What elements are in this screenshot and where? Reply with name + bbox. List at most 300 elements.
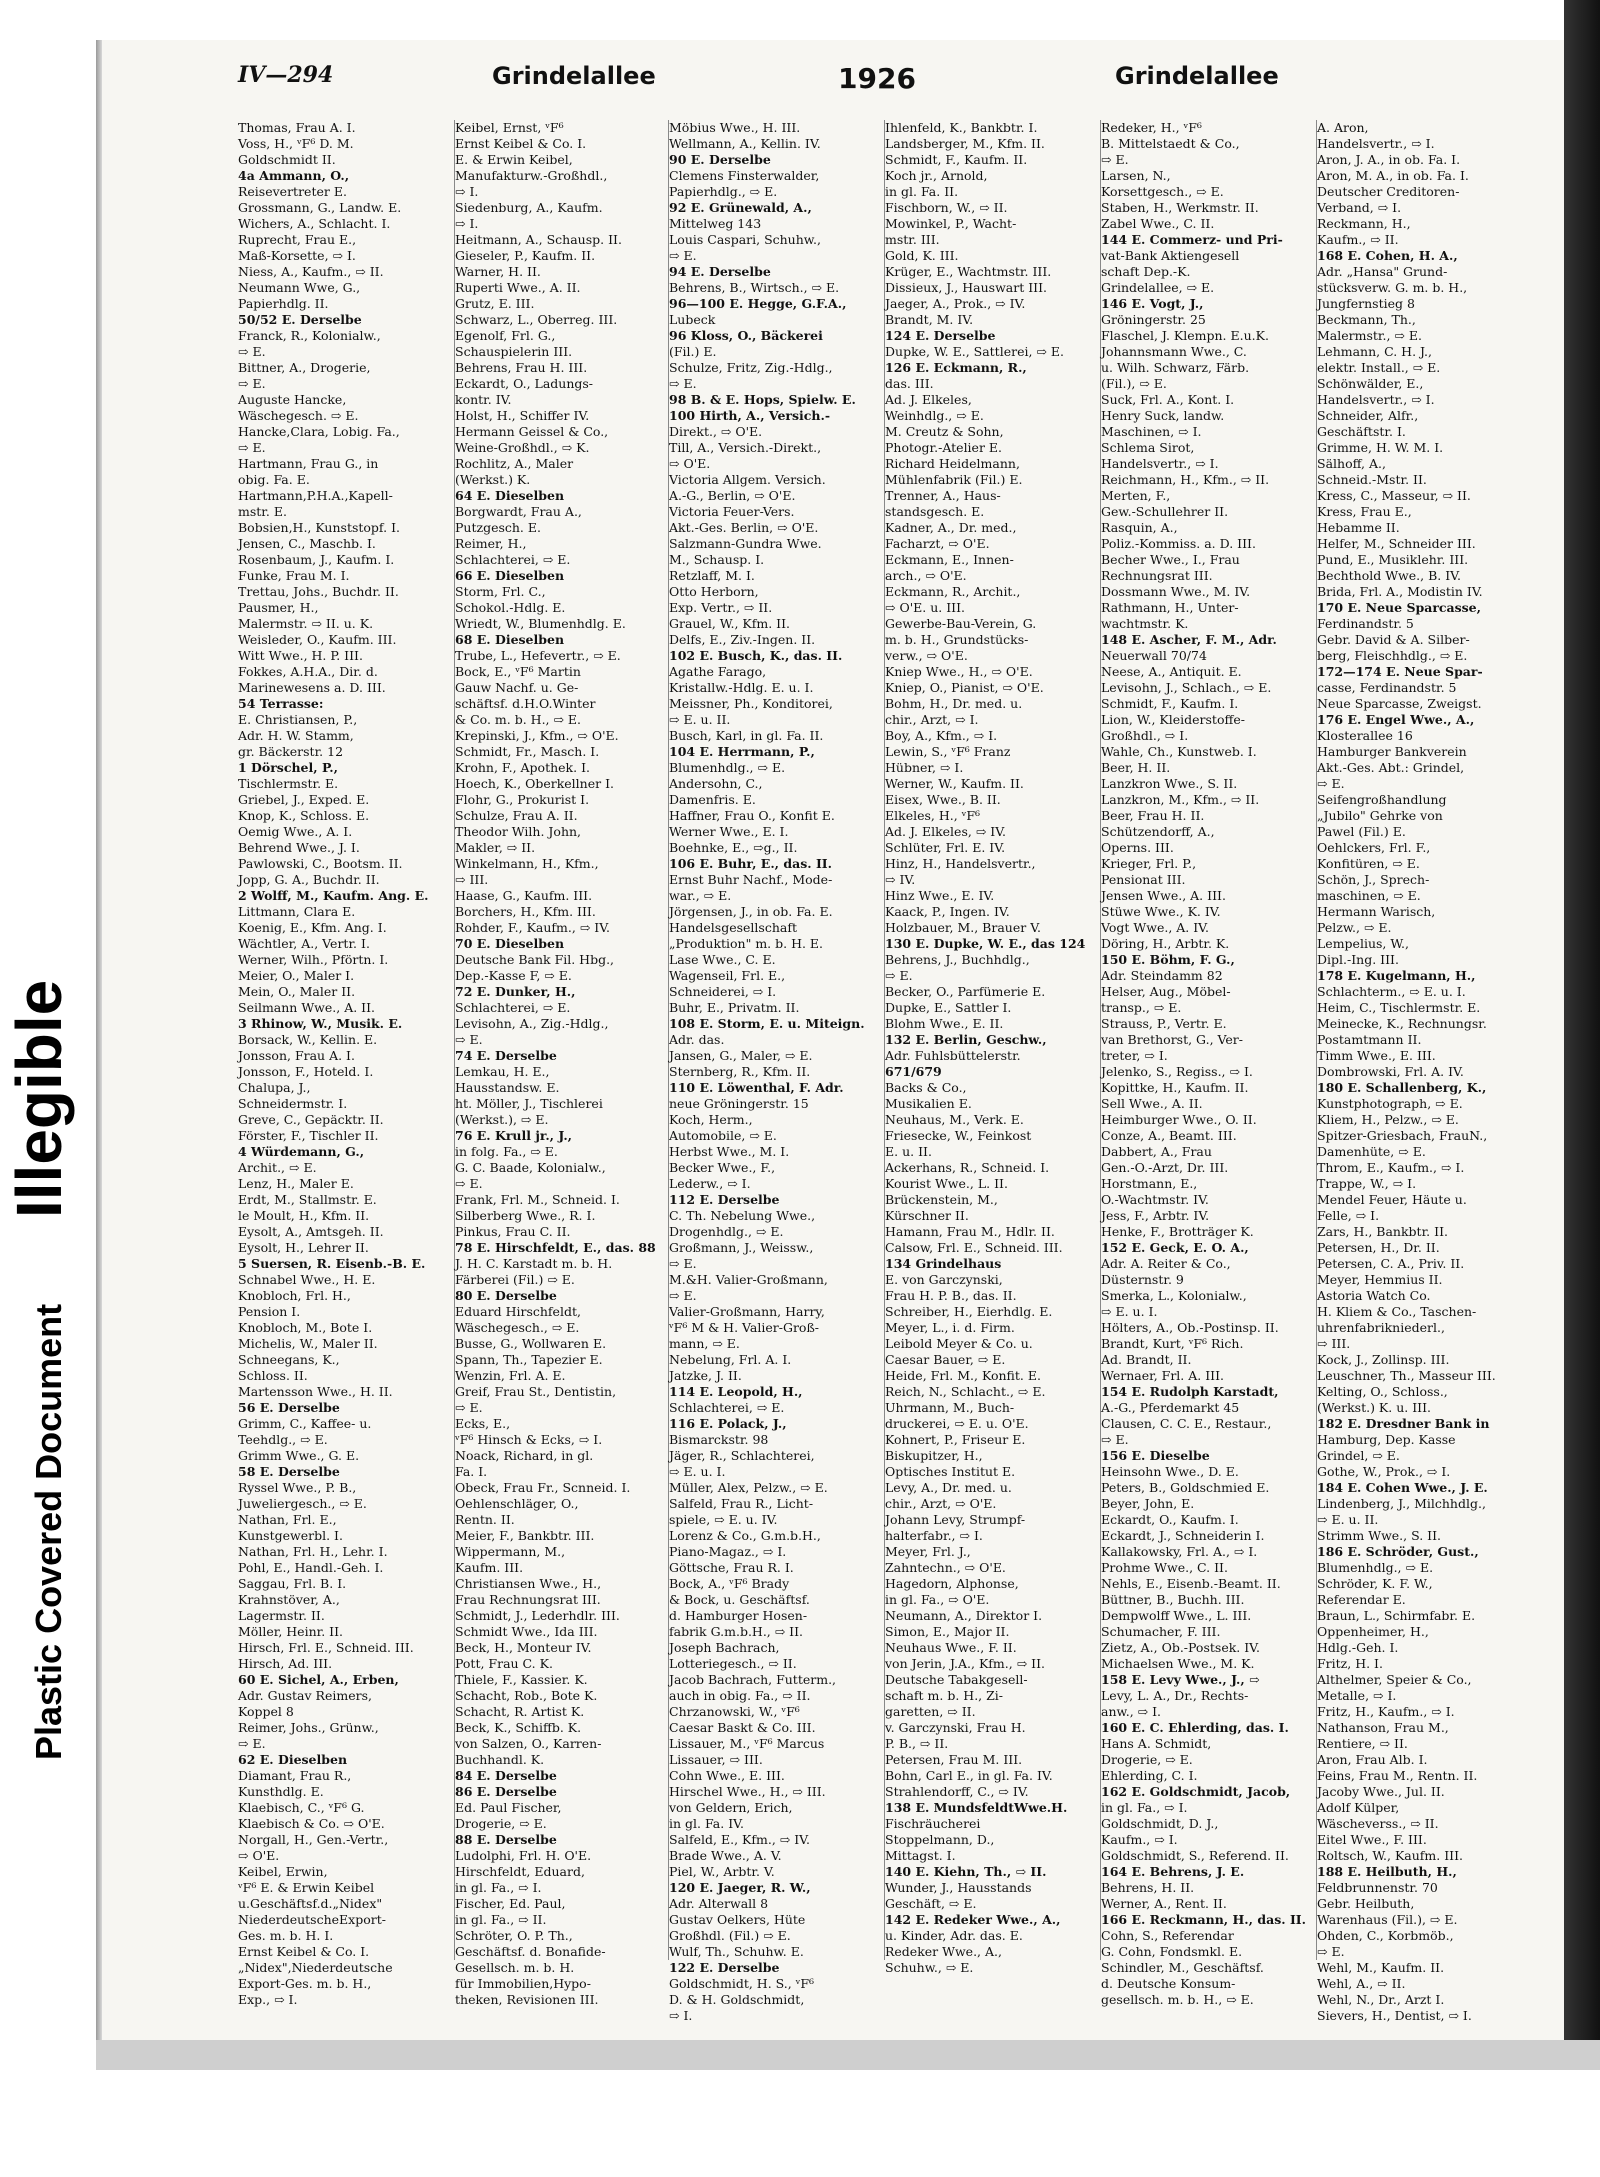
directory-entry: Schmidt, F., Kaufm. II. xyxy=(885,152,1028,167)
directory-entry: Wenzin, Frl. A. E. xyxy=(455,1368,566,1383)
directory-entry: Behrens, J., Buchhdlg., xyxy=(885,952,1030,967)
directory-entry: Döring, H., Arbtr. K. xyxy=(1101,936,1230,951)
directory-entry: Drogenhdlg., ⇨ E. xyxy=(669,1224,784,1239)
directory-entry: Dabbert, A., Frau xyxy=(1101,1144,1212,1159)
directory-entry: 162 E. Goldschmidt, Jacob, xyxy=(1101,1784,1291,1799)
directory-entry: Behrens, Frau H. III. xyxy=(455,360,588,375)
directory-entry: Biskupitzer, H., xyxy=(885,1448,983,1463)
directory-entry: m. b. H., Grundstücks- xyxy=(885,632,1029,647)
directory-entry: Malermstr. ⇨ II. u. K. xyxy=(238,616,374,631)
directory-entry: Goldschmidt, D. J., xyxy=(1101,1816,1219,1831)
directory-entry: 124 E. Derselbe xyxy=(885,328,996,343)
directory-entry: Strimm Wwe., S. II. xyxy=(1317,1528,1442,1543)
directory-entry: Ohden, C., Korbmöb., xyxy=(1317,1928,1454,1943)
directory-entry: Hamann, Frau M., Hdlr. II. xyxy=(885,1224,1055,1239)
directory-entry: ⇨ O'E. xyxy=(669,456,711,471)
directory-entry: Wehl, M., Kaufm. II. xyxy=(1317,1960,1445,1975)
directory-entry: Trenner, A., Haus- xyxy=(885,488,1001,503)
directory-entry: Gew.-Schullehrer II. xyxy=(1101,504,1229,519)
directory-entry: 90 E. Derselbe xyxy=(669,152,771,167)
directory-entry: Hdlg.-Geh. I. xyxy=(1317,1640,1399,1655)
directory-entry: Poliz.-Kommiss. a. D. III. xyxy=(1101,536,1256,551)
directory-entry: Reisevertreter E. xyxy=(238,184,347,199)
directory-entry: Strauss, P., Vertr. E. xyxy=(1101,1016,1227,1031)
directory-entry: 176 E. Engel Wwe., A., xyxy=(1317,712,1475,727)
directory-entry: Leibold Meyer & Co. u. xyxy=(885,1336,1033,1351)
directory-entry: Flaschel, J. Klempn. E.u.K. xyxy=(1101,328,1269,343)
directory-entry: Rosenbaum, J., Kaufm. I. xyxy=(238,552,395,567)
directory-entry: Gebr. David & A. Silber- xyxy=(1317,632,1470,647)
directory-entry: Merten, F., xyxy=(1101,488,1171,503)
directory-entry: Photogr.-Atelier E. xyxy=(885,440,1003,455)
directory-entry: Eckardt, O., Ladungs- xyxy=(455,376,594,391)
directory-entry: 158 E. Levy Wwe., J., ⇨ xyxy=(1101,1672,1260,1687)
directory-entry: Bismarckstr. 98 xyxy=(669,1432,769,1447)
directory-entry: Müller, Alex, Pelzw., ⇨ E. xyxy=(669,1480,828,1495)
directory-entry: Aron, M. A., in ob. Fa. I. xyxy=(1317,168,1469,183)
directory-entry: Lewin, S., ᵛF⁶ Franz xyxy=(885,744,1011,759)
directory-entry: Schulze, Frau A. II. xyxy=(455,808,578,823)
directory-entry: Gothe, W., Prok., ⇨ I. xyxy=(1317,1464,1451,1479)
directory-entry: 96 Kloss, O., Bäckerei xyxy=(669,328,823,343)
directory-entry: Schneider, Alfr., xyxy=(1317,408,1419,423)
directory-entry: Trappe, W., ⇨ I. xyxy=(1317,1176,1417,1191)
directory-entry: Gen.-O.-Arzt, Dr. III. xyxy=(1101,1160,1229,1175)
directory-entry: le Moult, H., Kfm. II. xyxy=(238,1208,370,1223)
year-heading: 1926 xyxy=(838,62,916,95)
directory-entry: Heinsohn Wwe., D. E. xyxy=(1101,1464,1239,1479)
directory-entry: Beer, Frau H. II. xyxy=(1101,808,1205,823)
directory-entry: Schauspielerin III. xyxy=(455,344,573,359)
directory-entry: Grimm Wwe., G. E. xyxy=(238,1448,360,1463)
directory-entry: 180 E. Schallenberg, K., xyxy=(1317,1080,1487,1095)
directory-entry: berg, Fleischhdlg., ⇨ E. xyxy=(1317,648,1468,663)
directory-entry: M., Schausp. I. xyxy=(669,552,765,567)
directory-entry: Neese, A., Antiquit. E. xyxy=(1101,664,1242,679)
directory-entry: Dempwolff Wwe., L. III. xyxy=(1101,1608,1252,1623)
directory-entry: Möller, Heinr. II. xyxy=(238,1624,344,1639)
directory-entry: Lagermstr. II. xyxy=(238,1608,325,1623)
directory-entry: Hirschel Wwe., H., ⇨ III. xyxy=(669,1784,826,1799)
directory-entry: v. Garczynski, Frau H. xyxy=(885,1720,1026,1735)
directory-entry: (Werkst.) K. u. III. xyxy=(1317,1400,1431,1415)
directory-entry: Metalle, ⇨ I. xyxy=(1317,1688,1397,1703)
directory-entry: (Werkst.) K. xyxy=(455,472,531,487)
directory-entry: Chalupa, J., xyxy=(238,1080,311,1095)
directory-entry: Ruperti Wwe., A. II. xyxy=(455,280,581,295)
directory-entry: in gl. Fa., ⇨ II. xyxy=(455,1912,547,1927)
directory-entry: Hermann Warisch, xyxy=(1317,904,1436,919)
directory-entry: Nathan, Frl. E., xyxy=(238,1512,337,1527)
directory-entry: Heide, Frl. M., Konfit. E. xyxy=(885,1368,1041,1383)
directory-entry: Oemig Wwe., A. I. xyxy=(238,824,353,839)
directory-entry: 62 E. Dieselben xyxy=(238,1752,348,1767)
directory-entry: Borchers, H., Kfm. III. xyxy=(455,904,596,919)
directory-entry: Schwarz, L., Oberreg. III. xyxy=(455,312,618,327)
directory-entry: Koenig, E., Kfm. Ang. I. xyxy=(238,920,387,935)
directory-entry: 132 E. Berlin, Geschw., xyxy=(885,1032,1047,1047)
directory-entry: Behrend Wwe., J. I. xyxy=(238,840,360,855)
directory-entry: 78 E. Hirschfeldt, E., das. 88 xyxy=(455,1240,656,1255)
directory-entry: Ad. J. Elkeles, xyxy=(885,392,972,407)
directory-entry: Gustav Oelkers, Hüte xyxy=(669,1912,806,1927)
directory-entry: Kelting, O., Schloss., xyxy=(1317,1384,1448,1399)
directory-entry: Knobloch, Frl. H., xyxy=(238,1288,351,1303)
directory-entry: Schnabel Wwe., H. E. xyxy=(238,1272,376,1287)
directory-entry: Adr. „Hansa" Grund- xyxy=(1317,264,1448,279)
directory-entry: Neuerwall 70/74 xyxy=(1101,648,1207,663)
directory-entry: Frank, Frl. M., Schneid. I. xyxy=(455,1192,620,1207)
directory-entry: Weinhdlg., ⇨ E. xyxy=(885,408,984,423)
directory-entry: Borsack, W., Kellin. E. xyxy=(238,1032,378,1047)
directory-entry: verw., ⇨ O'E. xyxy=(885,648,968,663)
directory-entry: von Salzen, O., Karren- xyxy=(455,1736,602,1751)
directory-entry: Hebamme II. xyxy=(1317,520,1400,535)
directory-entry: arch., ⇨ O'E. xyxy=(885,568,967,583)
directory-entry: ⇨ E. xyxy=(885,968,913,983)
directory-entry: Lanzkron Wwe., S. II. xyxy=(1101,776,1238,791)
directory-entry: Mühlenfabrik (Fil.) E. xyxy=(885,472,1023,487)
directory-entry: das. III. xyxy=(885,376,934,391)
directory-entry: Aron, J. A., in ob. Fa. I. xyxy=(1317,152,1461,167)
directory-entry: 112 E. Derselbe xyxy=(669,1192,780,1207)
directory-entry: Schulze, Fritz, Zig.-Hdlg., xyxy=(669,360,833,375)
directory-entry: Obeck, Frau Fr., Scnneid. I. xyxy=(455,1480,631,1495)
directory-entry: Werner, W., Kaufm. II. xyxy=(885,776,1024,791)
directory-entry: Förster, F., Tischler II. xyxy=(238,1128,379,1143)
directory-entry: Christiansen Wwe., H., xyxy=(455,1576,602,1591)
directory-entry: Wehl, N., Dr., Arzt I. xyxy=(1317,1992,1445,2007)
directory-entry: Redeker Wwe., A., xyxy=(885,1944,1002,1959)
directory-entry: Rohder, F., Kaufm., ⇨ IV. xyxy=(455,920,611,935)
directory-entry: Calsow, Frl. E., Schneid. III. xyxy=(885,1240,1063,1255)
directory-entry: Brida, Frl. A., Modistin IV. xyxy=(1317,584,1483,599)
directory-entry: Tischlermstr. E. xyxy=(238,776,339,791)
directory-entry: Postamtmann II. xyxy=(1317,1032,1422,1047)
directory-entry: Hirsch, Frl. E., Schneid. III. xyxy=(238,1640,414,1655)
directory-entry: 150 E. Böhm, F. G., xyxy=(1101,952,1235,967)
directory-entry: ⇨ I. xyxy=(669,2008,693,2023)
directory-entry: Beyer, John, E. xyxy=(1101,1496,1195,1511)
directory-entry: Gauw Nachf. u. Ge- xyxy=(455,680,579,695)
directory-entry: E. von Garczynski, xyxy=(885,1272,1003,1287)
directory-entry: mann, ⇨ E. xyxy=(669,1336,740,1351)
directory-entry: Oehlckers, Frl. F., xyxy=(1317,840,1431,855)
directory-entry: Frau Rechnungsrat III. xyxy=(455,1592,601,1607)
directory-entry: Rentn. II. xyxy=(455,1512,515,1527)
directory-entry: Mittagst. I. xyxy=(885,1848,956,1863)
directory-entry: ᵛF⁶ E. & Erwin Keibel xyxy=(238,1880,375,1895)
directory-entry: 144 E. Commerz- und Pri- xyxy=(1101,232,1283,247)
street-heading-left: Grindelallee xyxy=(492,62,656,90)
directory-entry: treter, ⇨ I. xyxy=(1101,1048,1168,1063)
directory-entry: Wulf, Th., Schuhw. E. xyxy=(669,1944,804,1959)
directory-entry: Kunstgewerbl. I. xyxy=(238,1528,343,1543)
directory-entry: Ehlerding, C. I. xyxy=(1101,1768,1198,1783)
column-4 xyxy=(884,120,1086,1975)
directory-entry: Hartmann, Frau G., in xyxy=(238,456,379,471)
directory-entry: Petersen, C. A., Priv. II. xyxy=(1317,1256,1465,1271)
directory-entry: Musikalien E. xyxy=(885,1096,972,1111)
directory-entry: elektr. Install., ⇨ E. xyxy=(1317,360,1441,375)
directory-entry: Smerka, L., Kolonialw., xyxy=(1101,1288,1247,1303)
directory-entry: Becker, O., Parfümerie E. xyxy=(885,984,1046,999)
directory-entry: Michaelsen Wwe., M. K. xyxy=(1101,1656,1255,1671)
directory-entry: Adr. A. Reiter & Co., xyxy=(1101,1256,1231,1271)
directory-entry: Salzmann-Gundra Wwe. xyxy=(669,536,822,551)
directory-entry: 66 E. Dieselben xyxy=(455,568,565,583)
directory-entry: Neuhaus, M., Verk. E. xyxy=(885,1112,1024,1127)
directory-entry: ⇨ E. xyxy=(238,1736,266,1751)
directory-entry: ⇨ E. xyxy=(238,376,266,391)
directory-entry: Brade Wwe., A. V. xyxy=(669,1848,782,1863)
directory-entry: Ernst Keibel & Co. I. xyxy=(238,1944,370,1959)
directory-entry: Schönwälder, E., xyxy=(1317,376,1424,391)
directory-entry: Werner Wwe., E. I. xyxy=(669,824,789,839)
directory-entry: Hinz, H., Handelsvertr., xyxy=(885,856,1036,871)
directory-entry: 164 E. Behrens, J. E. xyxy=(1101,1864,1245,1879)
directory-entry: Klaebisch & Co. ⇨ O'E. xyxy=(238,1816,385,1831)
directory-entry: uhrenfabrikniederl., xyxy=(1317,1320,1445,1335)
directory-entry: Jacoby Wwe., Jul. II. xyxy=(1317,1784,1445,1799)
directory-entry: Sternberg, R., Kfm. II. xyxy=(669,1064,811,1079)
directory-entry: „Produktion" m. b. H. E. xyxy=(669,936,824,951)
directory-entry: Frau H. P. B., das. II. xyxy=(885,1288,1017,1303)
directory-entry: Kliem, H., Pelzw., ⇨ E. xyxy=(1317,1112,1459,1127)
directory-entry: Braun, L., Schirmfabr. E. xyxy=(1317,1608,1476,1623)
directory-entry: Bock, E., ᵛF⁶ Martin xyxy=(455,664,581,679)
directory-entry: kontr. IV. xyxy=(455,392,512,407)
directory-entry: Kunstphotograph, ⇨ E. xyxy=(1317,1096,1463,1111)
plastic-covered-label: Plastic Covered Document xyxy=(28,1303,69,1760)
directory-entry: Levisohn, J., Schlach., ⇨ E. xyxy=(1101,680,1272,695)
directory-entry: Akt.-Ges. Berlin, ⇨ O'E. xyxy=(669,520,819,535)
directory-entry: ⇨ E. xyxy=(455,1032,483,1047)
directory-entry: Retzlaff, M. I. xyxy=(669,568,755,583)
directory-entry: 76 E. Krull jr., J., xyxy=(455,1128,573,1143)
directory-columns xyxy=(238,120,1538,2023)
directory-entry: Caesar Bauer, ⇨ E. xyxy=(885,1352,1006,1367)
directory-entry: Büttner, B., Buchh. III. xyxy=(1101,1592,1245,1607)
directory-entry: Adr. das. xyxy=(669,1032,725,1047)
directory-entry: Louis Caspari, Schuhw., xyxy=(669,232,821,247)
directory-entry: 5 Suersen, R. Eisenb.-B. E. xyxy=(238,1256,426,1271)
directory-entry: Maß-Korsette, ⇨ I. xyxy=(238,248,356,263)
directory-entry: Littmann, Clara E. xyxy=(238,904,356,919)
directory-entry: 172—174 E. Neue Spar- xyxy=(1317,664,1483,679)
directory-entry: Jörgensen, J., in ob. Fa. E. xyxy=(669,904,833,919)
directory-entry: Mowinkel, P., Wacht- xyxy=(885,216,1017,231)
directory-entry: Gold, K. III. xyxy=(885,248,959,263)
directory-entry: in gl. Fa. II. xyxy=(885,184,959,199)
directory-entry: van Brethorst, G., Ver- xyxy=(1101,1032,1243,1047)
directory-entry: Blumenhdlg., ⇨ E. xyxy=(1317,1560,1434,1575)
directory-entry: Siedenburg, A., Kaufm. xyxy=(455,200,603,215)
column-5 xyxy=(1100,120,1306,2007)
directory-entry: Goldschmidt, H. S., ᵛF⁶ xyxy=(669,1976,815,1991)
directory-entry: 170 E. Neue Sparcasse, xyxy=(1317,600,1481,615)
directory-entry: ⇨ E. xyxy=(455,1400,483,1415)
directory-entry: 140 E. Kiehn, Th., ⇨ II. xyxy=(885,1864,1047,1879)
directory-entry: Otto Herborn, xyxy=(669,584,759,599)
directory-entry: für Immobilien,Hypo- xyxy=(455,1976,591,1991)
directory-entry: Wichers, A., Schlacht. I. xyxy=(238,216,391,231)
directory-entry: 168 E. Cohen, H. A., xyxy=(1317,248,1458,263)
directory-entry: Adr. Gustav Reimers, xyxy=(238,1688,372,1703)
directory-entry: ⇨ I. xyxy=(455,184,479,199)
directory-entry: Konfitüren, ⇨ E. xyxy=(1317,856,1420,871)
directory-entry: 80 E. Derselbe xyxy=(455,1288,557,1303)
directory-entry: Gieseler, P., Kaufm. II. xyxy=(455,248,596,263)
directory-entry: 166 E. Reckmann, H., das. II. xyxy=(1101,1912,1306,1927)
directory-entry: Meier, O., Maler I. xyxy=(238,968,355,983)
directory-entry: halterfabr., ⇨ I. xyxy=(885,1528,983,1543)
directory-entry: E. Christiansen, P., xyxy=(238,712,358,727)
directory-entry: standsgesch. E. xyxy=(885,504,985,519)
directory-entry: Lindenberg, J., Milchhdlg., xyxy=(1317,1496,1486,1511)
directory-entry: Bittner, A., Drogerie, xyxy=(238,360,371,375)
directory-entry: Eckmann, E., Innen- xyxy=(885,552,1014,567)
directory-entry: Schlachterei, ⇨ E. xyxy=(455,1000,571,1015)
directory-entry: Korsettgesch., ⇨ E. xyxy=(1101,184,1224,199)
directory-entry: 100 Hirth, A., Versich.- xyxy=(669,408,831,423)
directory-entry: transp., ⇨ E. xyxy=(1101,1000,1182,1015)
directory-entry: Schützendorff, A., xyxy=(1101,824,1215,839)
directory-entry: Schlema Sirot, xyxy=(1101,440,1195,455)
directory-entry: Busse, G., Wollwaren E. xyxy=(455,1336,607,1351)
directory-entry: d. Hamburger Hosen- xyxy=(669,1608,808,1623)
directory-entry: Grimme, H. W. M. I. xyxy=(1317,440,1444,455)
directory-entry: Agathe Farago, xyxy=(669,664,767,679)
column-2 xyxy=(454,120,656,2007)
directory-entry: Eysolt, H., Lehrer II. xyxy=(238,1240,369,1255)
directory-entry: 116 E. Polack, J., xyxy=(669,1416,787,1431)
directory-entry: Wäscheverss., ⇨ II. xyxy=(1317,1816,1439,1831)
directory-entry: Gewerbe-Bau-Verein, G. xyxy=(885,616,1037,631)
directory-entry: Schlachterei, ⇨ E. xyxy=(455,552,571,567)
directory-entry: Juweliergesch., ⇨ E. xyxy=(238,1496,367,1511)
column-1 xyxy=(238,120,436,2007)
directory-entry: Möbius Wwe., H. III. xyxy=(669,120,801,135)
directory-entry: Seifengroßhandlung xyxy=(1317,792,1447,807)
directory-entry: Rochlitz, A., Maler xyxy=(455,456,574,471)
directory-entry: Lubeck xyxy=(669,312,716,327)
directory-entry: Göttsche, Frau R. I. xyxy=(669,1560,794,1575)
directory-entry: Krahnstöver, A., xyxy=(238,1592,340,1607)
directory-entry: Schön, J., Sprech- xyxy=(1317,872,1430,887)
directory-entry: Dossmann Wwe., M. IV. xyxy=(1101,584,1251,599)
directory-entry: 96—100 E. Hegge, G.F.A., xyxy=(669,296,847,311)
directory-entry: Felle, ⇨ I. xyxy=(1317,1208,1380,1223)
directory-entry: Zietz, A., Ob.-Postsek. IV. xyxy=(1101,1640,1260,1655)
directory-entry: Facharzt, ⇨ O'E. xyxy=(885,536,990,551)
directory-entry: Fritz, H. I. xyxy=(1317,1656,1383,1671)
directory-entry: Kopittke, H., Kaufm. II. xyxy=(1101,1080,1249,1095)
directory-entry: Neue Sparcasse, Zweigst. xyxy=(1317,696,1482,711)
directory-entry: Mendel Feuer, Häute u. xyxy=(1317,1192,1467,1207)
directory-entry: ⇨ E. xyxy=(1317,776,1345,791)
directory-entry: Leuschner, Th., Masseur III. xyxy=(1317,1368,1496,1383)
directory-entry: „Nidex",Niederdeutsche xyxy=(238,1960,393,1975)
directory-entry: vat-Bank Aktiengesell xyxy=(1101,248,1240,263)
directory-entry: Kaufm., ⇨ I. xyxy=(1101,1832,1178,1847)
directory-entry: Kadner, A., Dr. med., xyxy=(885,520,1017,535)
directory-entry: ⇨ E. xyxy=(238,440,266,455)
directory-entry: Helser, Aug., Möbel- xyxy=(1101,984,1231,999)
directory-entry: obig. Fa. E. xyxy=(238,472,310,487)
directory-entry: Johannsmann Wwe., C. xyxy=(1101,344,1247,359)
directory-entry: Clemens Finsterwalder, xyxy=(669,168,820,183)
directory-entry: Papierhdlg. II. xyxy=(238,296,329,311)
directory-entry: Hölters, A., Ob.-Postinsp. II. xyxy=(1101,1320,1279,1335)
directory-entry: Roltsch, W., Kaufm. III. xyxy=(1317,1848,1464,1863)
directory-entry: Voss, H., ᵛF⁶ D. M. xyxy=(238,136,354,151)
directory-entry: Timm Wwe., E. III. xyxy=(1317,1048,1436,1063)
directory-entry: Oppenheimer, H., xyxy=(1317,1624,1429,1639)
directory-entry: ᵛF⁶ Hinsch & Ecks, ⇨ I. xyxy=(455,1432,603,1447)
directory-entry: in gl. Fa., ⇨ I. xyxy=(1101,1800,1188,1815)
directory-entry: Handelsvertr., ⇨ I. xyxy=(1317,136,1435,151)
directory-entry: 160 E. C. Ehlerding, das. I. xyxy=(1101,1720,1289,1735)
directory-entry: Schokol.-Hdlg. E. xyxy=(455,600,566,615)
directory-entry: ⇨ E. u. I. xyxy=(1101,1304,1158,1319)
directory-entry: Papierhdlg., ⇨ E. xyxy=(669,184,778,199)
directory-entry: Werner, A., Rent. II. xyxy=(1101,1896,1227,1911)
directory-entry: Holzbauer, M., Brauer V. xyxy=(885,920,1042,935)
directory-entry: Althelmer, Speier & Co., xyxy=(1317,1672,1472,1687)
directory-entry: chir., Arzt, ⇨ O'E. xyxy=(885,1496,997,1511)
directory-entry: 4 Würdemann, G., xyxy=(238,1144,365,1159)
directory-entry: Schmidt Wwe., Ida III. xyxy=(455,1624,598,1639)
directory-entry: Lissauer, M., ᵛF⁶ Marcus xyxy=(669,1736,825,1751)
directory-entry: Borgwardt, Frau A., xyxy=(455,504,582,519)
directory-entry: Ludolphi, Frl. H. O'E. xyxy=(455,1848,592,1863)
directory-entry: Zars, H., Bankbtr. II. xyxy=(1317,1224,1448,1239)
directory-entry: Pelzw., ⇨ E. xyxy=(1317,920,1392,935)
directory-entry: 50/52 E. Derselbe xyxy=(238,312,362,327)
directory-entry: Direkt., ⇨ O'E. xyxy=(669,424,763,439)
page-bottom-edge xyxy=(96,2040,1600,2070)
directory-entry: Schneidermstr. I. xyxy=(238,1096,348,1111)
directory-entry: Hirschfeldt, Eduard, xyxy=(455,1864,585,1879)
directory-entry: 70 E. Dieselben xyxy=(455,936,565,951)
directory-entry: Staben, H., Werkmstr. II. xyxy=(1101,200,1259,215)
directory-entry: ⇨ E. xyxy=(238,344,266,359)
directory-entry: mstr. E. xyxy=(238,504,287,519)
directory-entry: Kohnert, P., Friseur E. xyxy=(885,1432,1026,1447)
directory-entry: Adr. Alterwall 8 xyxy=(669,1896,769,1911)
directory-entry: Pension I. xyxy=(238,1304,301,1319)
directory-entry: (Fil.) E. xyxy=(669,344,717,359)
directory-entry: Salfeld, Frau R., Licht- xyxy=(669,1496,814,1511)
directory-entry: Jungfernstieg 8 xyxy=(1317,296,1415,311)
directory-entry: Fischer, Ed. Paul, xyxy=(455,1896,566,1911)
directory-entry: 130 E. Dupke, W. E., das 124 xyxy=(885,936,1086,951)
directory-entry: Griebel, J., Exped. E. xyxy=(238,792,370,807)
directory-entry: NiederdeutscheExport- xyxy=(238,1912,386,1927)
directory-entry: Cohn Wwe., E. III. xyxy=(669,1768,785,1783)
directory-entry: Wächtler, A., Vertr. I. xyxy=(238,936,370,951)
directory-entry: Brandt, Kurt, ᵛF⁶ Rich. xyxy=(1101,1336,1244,1351)
directory-entry: 84 E. Derselbe xyxy=(455,1768,557,1783)
directory-entry: 188 E. Heilbuth, H., xyxy=(1317,1864,1457,1879)
directory-entry: 126 E. Eckmann, R., xyxy=(885,360,1027,375)
directory-entry: Lion, W., Kleiderstoffe- xyxy=(1101,712,1245,727)
directory-entry: Grimm, C., Kaffee- u. xyxy=(238,1416,372,1431)
directory-entry: Gesellsch. m. b. H. xyxy=(455,1960,575,1975)
directory-entry: Victoria Allgem. Versich. xyxy=(669,472,826,487)
directory-entry: Rathmann, H., Unter- xyxy=(1101,600,1239,615)
